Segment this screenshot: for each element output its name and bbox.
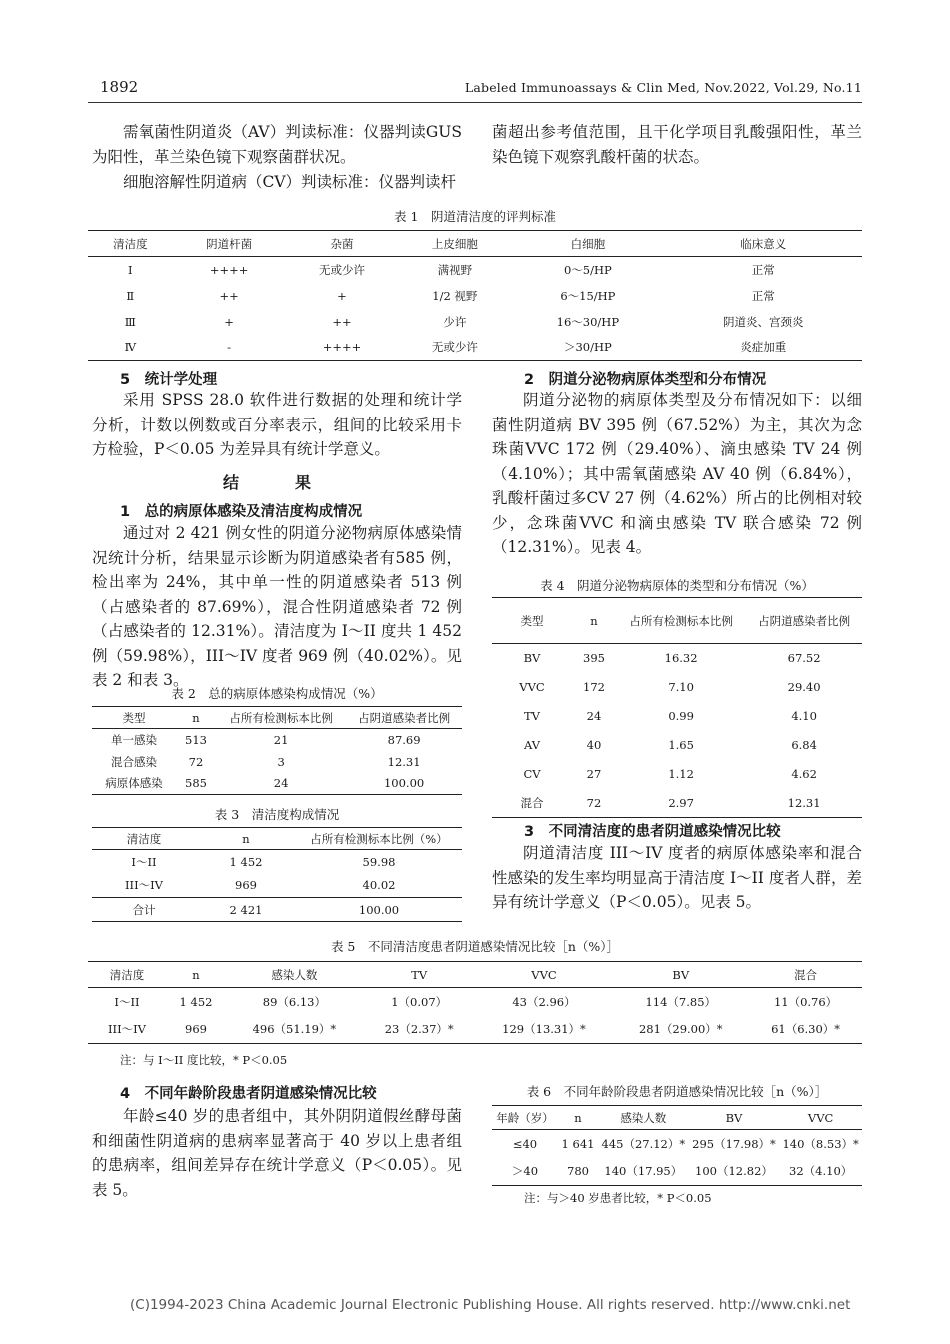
table1-cell: 16～30/HP	[556, 314, 620, 329]
table-row	[88, 1016, 862, 1044]
table-row	[492, 789, 862, 818]
table1-header-cell: 白细胞	[570, 236, 606, 251]
table4-header-cell: 占阴道感染者比例	[758, 613, 851, 628]
table5-cell: 1（0.07）	[391, 994, 448, 1009]
table1-cell: 6～15/HP	[560, 288, 616, 303]
table5-header-cell: VVC	[531, 967, 557, 982]
table5-cell: 1 452	[179, 994, 213, 1009]
table-row	[492, 644, 862, 673]
table5-cell: 129（13.31）*	[502, 1022, 586, 1037]
section-1-title: 1 总的病原体感染及清洁度构成情况	[120, 504, 363, 520]
table3-caption: 表 3 清洁度构成情况	[214, 807, 340, 822]
table4-cell: 172	[583, 680, 605, 694]
table2-cell: 单一感染	[111, 732, 157, 747]
paragraph-cleanliness-comparison: 阴道清洁度 III～IV 度者的病原体感染率和混合性感染的发生率均明显高于清洁度 I～II 度者人群，差异有统计学意义（P＜0.05）。见表 5。	[492, 844, 862, 911]
table6-cell: ＞40	[511, 1164, 539, 1179]
table5-header-cell: n	[192, 967, 200, 982]
table2-cell: 12.31	[387, 754, 421, 769]
table-row	[88, 309, 862, 335]
journal-header: Labeled Immunoassays & Clin Med, Nov.2022, Vol.29, No.11	[464, 80, 862, 95]
table3-cell: 40.02	[362, 878, 396, 893]
paragraph-pathogen-types: 阴道分泌物的病原体类型及分布情况如下：以细菌性阴道病 BV 395 例（67.52%）为主，其次为念珠菌VVC 172 例（29.40%）、滴虫感染 TV 24 例（4.10%）；其中需氧菌感染 AV 40 例（6.84%），乳酸杆菌过多CV 27 例（4.62%）所占的比例相对较少，念珠菌VVC 和滴虫感染 TV 联合感染 72 例（12.31%）。见表 4。	[492, 391, 862, 556]
section-2-title: 2 阴道分泌物病原体类型和分布情况	[524, 372, 767, 388]
section-4-title: 4 不同年龄阶段患者阴道感染情况比较	[120, 1086, 377, 1102]
table6-cell: 140（8.53）*	[782, 1136, 859, 1151]
table4-header-cell: 类型	[520, 613, 544, 628]
table1-cell: 正常	[751, 262, 775, 277]
table4-cell: 12.31	[787, 795, 821, 810]
table1-cell: 满视野	[437, 262, 473, 277]
table6-header-cell: BV	[725, 1110, 743, 1125]
table-row	[92, 729, 462, 751]
table5-header-cell: TV	[411, 967, 428, 982]
table1-cell: ++++	[209, 262, 249, 277]
table3-cell: 100.00	[358, 902, 400, 917]
table4-cell: 2.97	[668, 795, 694, 810]
table5-cell: III～IV	[108, 1022, 146, 1037]
table4	[492, 597, 862, 818]
table6-cell: 295（17.98）*	[692, 1136, 776, 1151]
table1-cell: Ⅳ	[124, 340, 137, 355]
table2-cell: 585	[185, 776, 207, 791]
table5-cell: 43（2.96）	[512, 994, 576, 1009]
table6-header-cell: 感染人数	[620, 1110, 667, 1125]
table-row	[92, 850, 462, 874]
table6-cell: 140（17.95）	[604, 1164, 683, 1179]
table2-header-cell: n	[192, 710, 200, 725]
paragraph-cv-criteria: 细胞溶解性阴道病（CV）判读标准：仪器判读杆	[123, 173, 457, 191]
table4-cell: TV	[524, 709, 540, 723]
table3-header-cell: n	[242, 831, 250, 846]
table1-header-row	[88, 231, 862, 257]
table3-cell: III～IV	[125, 878, 163, 893]
table1-cell: ＞30/HP	[563, 340, 612, 355]
table4-cell: BV	[523, 651, 541, 666]
table5-cell: I～II	[114, 994, 140, 1009]
table2-cell: 24	[273, 776, 289, 791]
table1-header-cell: 阴道杆菌	[206, 236, 253, 251]
table4-cell: AV	[523, 738, 541, 752]
table6-cell: 445（27.12）*	[601, 1136, 686, 1151]
table-row	[88, 257, 862, 283]
paragraph-total-infection: 通过对 2 421 例女性的阴道分泌物病原体感染情况统计分析，结果显示诊断为阴道感染者有585 例，检出率为 24%，其中单一性的阴道感染者 513 例（占感染者的 87.69%），混合性阴道感染者 72 例（占感染者的 12.31%）。清洁度为 I～II 度共 1 452 例（59.98%），III～IV 度者 969 例（40.02%）。见表 2 和表 3。	[92, 524, 462, 689]
table-row	[492, 1158, 862, 1186]
paragraph-age-comparison: 年龄≤40 岁的患者组中，其外阴阴道假丝酵母菌和细菌性阴道病的患病率显著高于 40 岁以上患者组的患病率，组间差异存在统计学意义（P＜0.05）。见表 5。	[92, 1107, 462, 1199]
table4-cell: 67.52	[787, 651, 821, 666]
table6	[492, 1105, 862, 1186]
table3-cell: 2 421	[229, 902, 263, 917]
table1-cell: 无或少许	[431, 340, 478, 355]
header-rule	[88, 102, 862, 103]
table4-cell: 7.10	[668, 680, 694, 694]
table1-cell: 阴道炎、宫颈炎	[722, 314, 804, 329]
table-row	[492, 1130, 862, 1158]
table4-cell: 24	[586, 709, 602, 723]
table4-cell: 0.99	[668, 709, 694, 723]
table5-header-cell: 混合	[794, 967, 818, 982]
table5	[88, 961, 862, 1044]
table1-cell: ++	[219, 288, 239, 303]
table4-cell: 4.10	[791, 709, 817, 723]
paragraph-av-criteria: 需氧菌性阴道炎（AV）判读标准：仪器判读GUS为阳性，革兰染色镜下观察菌群状况。	[92, 123, 462, 166]
table5-cell: 23（2.37）*	[384, 1022, 454, 1037]
table6-header-cell: n	[574, 1110, 582, 1125]
table4-cell: VVC	[519, 680, 545, 694]
table4-cell: 395	[583, 651, 605, 666]
table3-header-row	[92, 828, 462, 850]
table1-cell: +	[337, 288, 347, 303]
table1-cell: ++++	[322, 340, 362, 355]
table2-caption: 表 2 总的病原体感染构成情况（%）	[171, 686, 383, 701]
table2-cell: 513	[185, 732, 207, 747]
table2-cell: 100.00	[383, 776, 425, 791]
table2-cell: 3	[277, 754, 285, 769]
table5-cell: 969	[185, 1022, 207, 1037]
table2-header-cell: 占所有检测标本比例	[229, 710, 333, 725]
table6-cell: 1 641	[561, 1136, 595, 1151]
table-row	[92, 898, 462, 922]
paragraph-cv-criteria-cont: 菌超出参考值范围，且干化学项目乳酸强阳性，革兰染色镜下观察乳酸杆菌的状态。	[492, 123, 862, 166]
table1-cell: -	[227, 340, 232, 355]
table2-cell: 21	[273, 732, 289, 747]
table5-cell: 281（29.00）*	[638, 1022, 723, 1037]
table6-cell: ≤40	[512, 1136, 538, 1151]
table1-cell: 炎症加重	[740, 340, 787, 355]
table1-cell: 0～5/HP	[563, 262, 612, 277]
table2-header-cell: 类型	[122, 710, 146, 725]
table4-cell: 4.62	[791, 767, 817, 781]
table4-cell: 1.12	[668, 767, 694, 781]
table1-cell: 少许	[443, 314, 467, 329]
table1-cell: Ⅰ	[128, 262, 133, 277]
table5-cell: 114（7.85）	[645, 994, 717, 1009]
table5-note: 注：与 I～II 度比较，* P＜0.05	[120, 1053, 288, 1067]
table-row	[88, 335, 862, 361]
section-3-title: 3 不同清洁度的患者阴道感染情况比较	[524, 824, 781, 840]
table1-header-cell: 上皮细胞	[431, 236, 478, 251]
table4-cell: 40	[586, 738, 602, 752]
table-row	[492, 673, 862, 702]
table3-cell: 合计	[132, 902, 156, 917]
table4-cell: 16.32	[664, 651, 698, 666]
table-row	[88, 988, 862, 1016]
table2-cell: 72	[188, 754, 204, 769]
table3-header-cell: 清洁度	[126, 831, 162, 846]
table5-cell: 11（0.76）	[773, 994, 838, 1009]
table-row	[492, 731, 862, 760]
table3	[92, 827, 462, 922]
table6-cell: 32（4.10）	[789, 1164, 853, 1179]
paragraph-statistics: 采用 SPSS 28.0 软件进行数据的处理和统计学分析，计数以例数或百分率表示，组间的比较采用卡方检验，P＜0.05 为差异具有统计学意义。	[92, 391, 462, 458]
table3-header-cell: 占所有检测标本比例（%）	[310, 831, 448, 846]
copyright-footer: (C)1994-2023 China Academic Journal Electronic Publishing House. All rights reserved. http://www.cnki.net	[130, 1297, 851, 1313]
table3-cell: 969	[235, 878, 257, 893]
page-number: 1892	[100, 78, 139, 96]
table6-header-cell: 年龄（岁）	[496, 1110, 554, 1125]
table1-cell: Ⅲ	[124, 314, 136, 329]
table4-cell: 混合	[520, 795, 544, 810]
table2	[92, 706, 462, 795]
table4-cell: CV	[523, 767, 541, 781]
table-row	[92, 751, 462, 773]
table4-header-cell: 占所有检测标本比例	[629, 613, 733, 628]
table1-header-cell: 临床意义	[740, 236, 787, 251]
table4-header-cell: n	[590, 613, 598, 628]
table3-cell: I～II	[131, 854, 157, 869]
table1-cell: Ⅱ	[126, 288, 135, 303]
table5-header-cell: 感染人数	[271, 967, 318, 982]
table3-cell: 59.98	[362, 854, 396, 869]
table1-header-cell: 清洁度	[113, 236, 148, 251]
table5-header-cell: BV	[672, 967, 690, 982]
table5-header-row	[88, 962, 862, 988]
table-row	[92, 874, 462, 898]
table2-cell: 病原体感染	[105, 776, 163, 791]
table6-header-cell: VVC	[807, 1110, 834, 1125]
table1-header-cell: 杂菌	[330, 236, 354, 251]
table5-cell: 496（51.19）*	[252, 1022, 337, 1037]
table6-cell: 100（12.82）	[695, 1164, 773, 1179]
table4-caption: 表 4 阴道分泌物病原体的类型和分布情况（%）	[540, 578, 814, 593]
table6-cell: 780	[567, 1164, 589, 1179]
table4-cell: 1.65	[668, 738, 694, 752]
table5-cell: 61（6.30）*	[771, 1022, 841, 1037]
table4-header-row	[492, 598, 862, 644]
table1	[88, 230, 862, 361]
table-row	[92, 773, 462, 795]
table2-cell: 87.69	[387, 732, 421, 747]
table-row	[492, 760, 862, 789]
table4-cell: 27	[586, 767, 602, 781]
table1-cell: +	[224, 314, 234, 329]
table5-header-cell: 清洁度	[109, 967, 145, 982]
table1-caption: 表 1 阴道清洁度的评判标准	[394, 209, 556, 224]
table2-header-row	[92, 707, 462, 729]
section-5-title: 5 统计学处理	[120, 372, 218, 388]
table1-cell: 正常	[751, 288, 775, 303]
table-row	[88, 283, 862, 309]
table6-caption: 表 6 不同年龄阶段患者阴道感染情况比较［n（%）］	[526, 1084, 828, 1099]
table-row	[492, 702, 862, 731]
results-heading: 结 果	[222, 473, 331, 492]
table4-cell: 6.84	[791, 738, 817, 752]
table2-cell: 混合感染	[111, 754, 157, 769]
table6-note: 注：与＞40 岁患者比较，* P＜0.05	[524, 1191, 712, 1205]
table4-cell: 29.40	[787, 680, 821, 694]
table1-cell: ++	[332, 314, 352, 329]
table5-caption: 表 5 不同清洁度患者阴道感染情况比较［n（%）］	[330, 939, 620, 954]
table4-cell: 72	[586, 795, 602, 810]
table1-cell: 无或少许	[318, 262, 365, 277]
table1-cell: 1/2 视野	[432, 288, 478, 303]
table6-header-row	[492, 1106, 862, 1130]
table3-cell: 1 452	[229, 854, 263, 869]
table2-header-cell: 占阴道感染者比例	[358, 710, 451, 725]
table5-cell: 89（6.13）	[262, 994, 326, 1009]
